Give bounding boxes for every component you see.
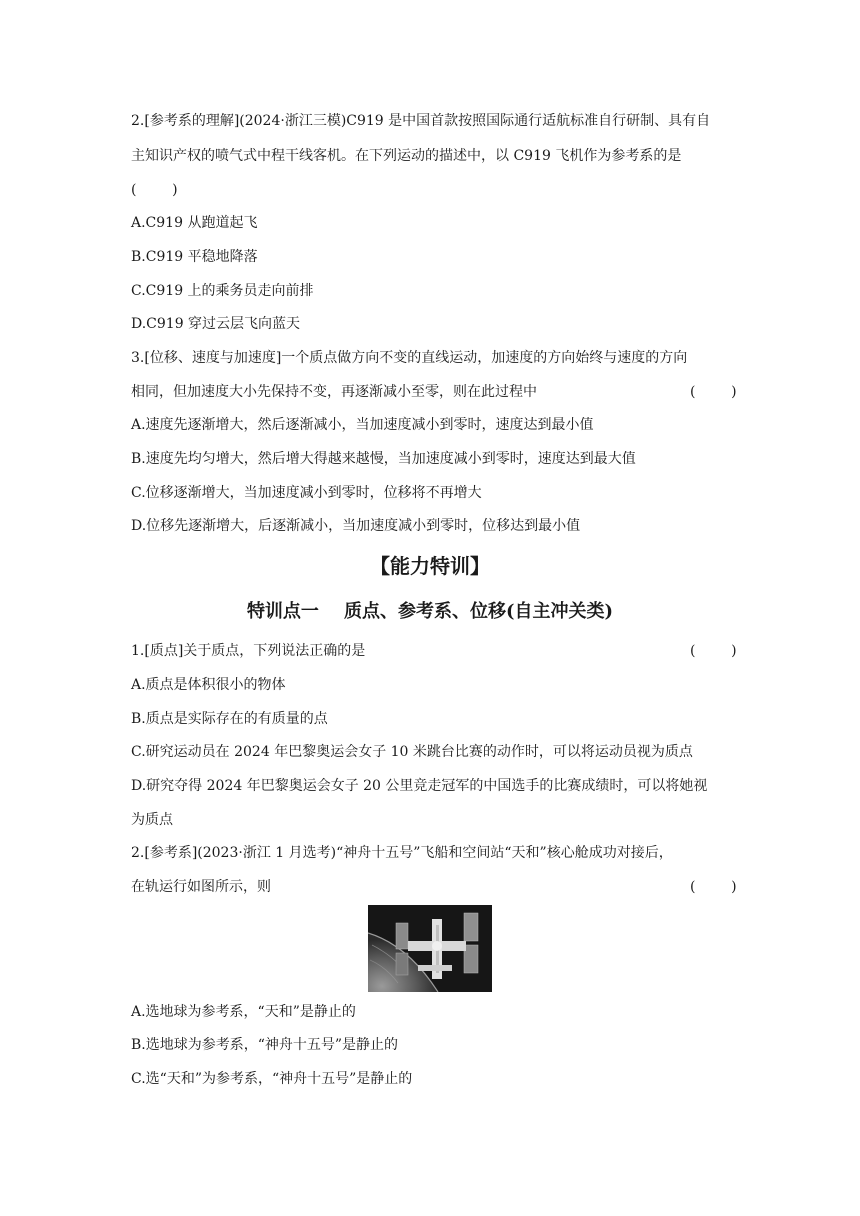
question-2-option-c: C.C919 上的乘务员走向前排: [131, 283, 314, 299]
question-3-line-2: 相同，但加速度大小先保持不变，再逐渐减小至零，则在此过程中: [131, 384, 537, 400]
question-3-option-b: B.速度先均匀增大，然后增大得越来越慢，当加速度减小到零时，速度达到最大值: [131, 451, 636, 467]
training-question-1-line: 1.[质点]关于质点，下列说法正确的是: [131, 643, 366, 659]
training-question-2-option-c: C.选“天和”为参考系，“神舟十五号”是静止的: [131, 1071, 413, 1087]
training-question-1-option-a: A.质点是体积很小的物体: [131, 677, 286, 693]
question-3-option-a: A.速度先逐渐增大，然后逐渐减小，当加速度减小到零时，速度达到最小值: [131, 417, 594, 433]
subsection-heading: 特训点一 质点、参考系、位移(自主冲关类): [246, 601, 614, 622]
training-question-2-line-1: 2.[参考系](2023·浙江 1 月选考)“神舟十五号”飞船和空间站“天和”核心舱成功对接后，: [131, 845, 673, 861]
question-3-option-c: C.位移逐渐增大，当加速度减小到零时，位移将不再增大: [131, 485, 482, 501]
training-question-2-option-a: A.选地球为参考系，“天和”是静止的: [131, 1004, 356, 1020]
training-question-1-option-d-continued: 为质点: [131, 812, 173, 828]
question-2-option-b: B.C919 平稳地降落: [131, 249, 258, 265]
question-2-answer-bracket: ( ): [131, 182, 178, 198]
training-question-1-option-d: D.研究夺得 2024 年巴黎奥运会女子 20 公里竞走冠军的中国选手的比赛成绩时，可以将她视: [131, 778, 708, 794]
training-question-1-option-c: C.研究运动员在 2024 年巴黎奥运会女子 10 米跳台比赛的动作时，可以将运动员视为质点: [131, 744, 693, 760]
space-station-figure: [368, 905, 492, 992]
question-2-option-d: D.C919 穿过云层飞向蓝天: [131, 316, 301, 332]
question-2-line-2: 主知识产权的喷气式中程干线客机。在下列运动的描述中，以 C919 飞机作为参考系的是: [131, 148, 682, 164]
training-question-2-option-b: B.选地球为参考系，“神舟十五号”是静止的: [131, 1037, 399, 1053]
question-3-line-1: 3.[位移、速度与加速度]一个质点做方向不变的直线运动，加速度的方向始终与速度的方向: [131, 350, 688, 366]
question-3-option-d: D.位移先逐渐增大，后逐渐减小，当加速度减小到零时，位移达到最小值: [131, 518, 581, 534]
question-2-line-1: 2.[参考系的理解](2024·浙江三模)C919 是中国首款按照国际通行适航标准自行研制、具有自: [131, 113, 711, 129]
section-heading: 【能力特训】: [370, 554, 490, 578]
training-question-1-option-b: B.质点是实际存在的有质量的点: [131, 711, 328, 727]
question-2-option-a: A.C919 从跑道起飞: [131, 215, 258, 231]
training-question-2-answer-bracket: ( ): [690, 879, 737, 895]
question-3-answer-bracket: ( ): [690, 384, 737, 400]
training-question-2-line-2: 在轨运行如图所示，则: [131, 879, 271, 895]
training-question-1-answer-bracket: ( ): [690, 643, 737, 659]
